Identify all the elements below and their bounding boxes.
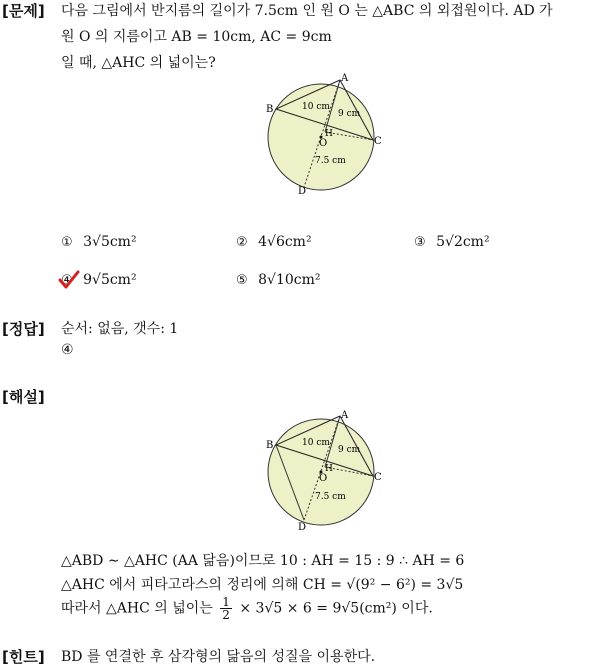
- label-ab-2: 10 cm: [302, 438, 330, 448]
- label-ab: 10 cm: [302, 102, 330, 112]
- explanation-line-3-suffix: × 3√5 × 6 = 9√5(cm²) 이다.: [239, 600, 433, 617]
- explanation-figure: [262, 410, 392, 535]
- point-a-label-2: A: [341, 410, 349, 421]
- point-b-label-2: B: [266, 440, 274, 451]
- point-d-label: D: [298, 186, 307, 197]
- circle-figure: [262, 72, 392, 197]
- answer-line-2: ④: [61, 342, 74, 358]
- hint-label: [힌트]: [2, 648, 45, 666]
- fraction-half: [220, 596, 232, 621]
- choice-4-text: 9√5cm²: [83, 272, 137, 288]
- point-o-label-2: O: [319, 473, 328, 484]
- label-od-2: 7.5 cm: [315, 492, 346, 502]
- explanation-line-3: [61, 596, 433, 621]
- problem-line-2: 원 O 의 지름이고 AB = 10cm, AC = 9cm: [61, 29, 332, 45]
- choice-3-number: ③: [414, 235, 426, 250]
- point-c-label: C: [374, 136, 382, 147]
- explanation-line-2: △AHC 에서 피타고라스의 정리에 의해 CH = √(9² − 6²) = 3√5: [61, 577, 464, 593]
- choice-1-number: ①: [61, 235, 73, 250]
- point-a-label: A: [341, 73, 349, 84]
- choice-3-text: 5√2cm²: [436, 234, 490, 250]
- problem-line-3: 일 때, △AHC 의 넓이는?: [61, 55, 216, 71]
- fraction-numerator: 1: [222, 595, 230, 609]
- label-ac-2: 9 cm: [338, 445, 361, 455]
- label-ac: 9 cm: [338, 109, 361, 119]
- point-o-label: O: [319, 138, 328, 149]
- choice-5-text: 8√10cm²: [258, 272, 321, 288]
- choice-2[interactable]: [236, 234, 312, 250]
- problem-line-1: 다음 그림에서 반지름의 길이가 7.5cm 인 원 O 는 △ABC 의 외접원이다. AD 가: [61, 3, 553, 19]
- point-c-label-2: C: [374, 472, 382, 483]
- problem-label: [문제]: [2, 2, 45, 20]
- point-b-label: B: [266, 104, 274, 115]
- answer-label: [정답]: [2, 320, 45, 338]
- choice-1-text: 3√5cm²: [83, 234, 137, 250]
- choice-3[interactable]: [414, 234, 490, 250]
- fraction-denominator: 2: [222, 608, 230, 622]
- checkmark-icon: [58, 270, 80, 290]
- explanation-line-3-prefix: 따라서 △AHC 의 넓이는: [61, 600, 213, 617]
- choice-5-number: ⑤: [236, 273, 248, 288]
- choice-5[interactable]: [236, 272, 320, 288]
- choice-2-number: ②: [236, 235, 248, 250]
- label-od: 7.5 cm: [315, 156, 346, 166]
- hint-text: BD 를 연결한 후 삼각형의 닮음의 성질을 이용한다.: [61, 649, 376, 665]
- choice-2-text: 4√6cm²: [258, 234, 312, 250]
- explanation-label: [해설]: [2, 388, 45, 406]
- choice-4-number: ④: [61, 273, 73, 288]
- point-d-label-2: D: [298, 522, 307, 533]
- point-h-label-2: H: [325, 464, 333, 474]
- point-h-label: H: [325, 129, 333, 139]
- explanation-line-1: △ABD ∼ △AHC (AA 닮음)이므로 10 : AH = 15 : 9 ∴ AH = 6: [61, 553, 465, 569]
- answer-line-1: 순서: 없음, 갯수: 1: [61, 321, 179, 337]
- choice-1[interactable]: [61, 234, 137, 250]
